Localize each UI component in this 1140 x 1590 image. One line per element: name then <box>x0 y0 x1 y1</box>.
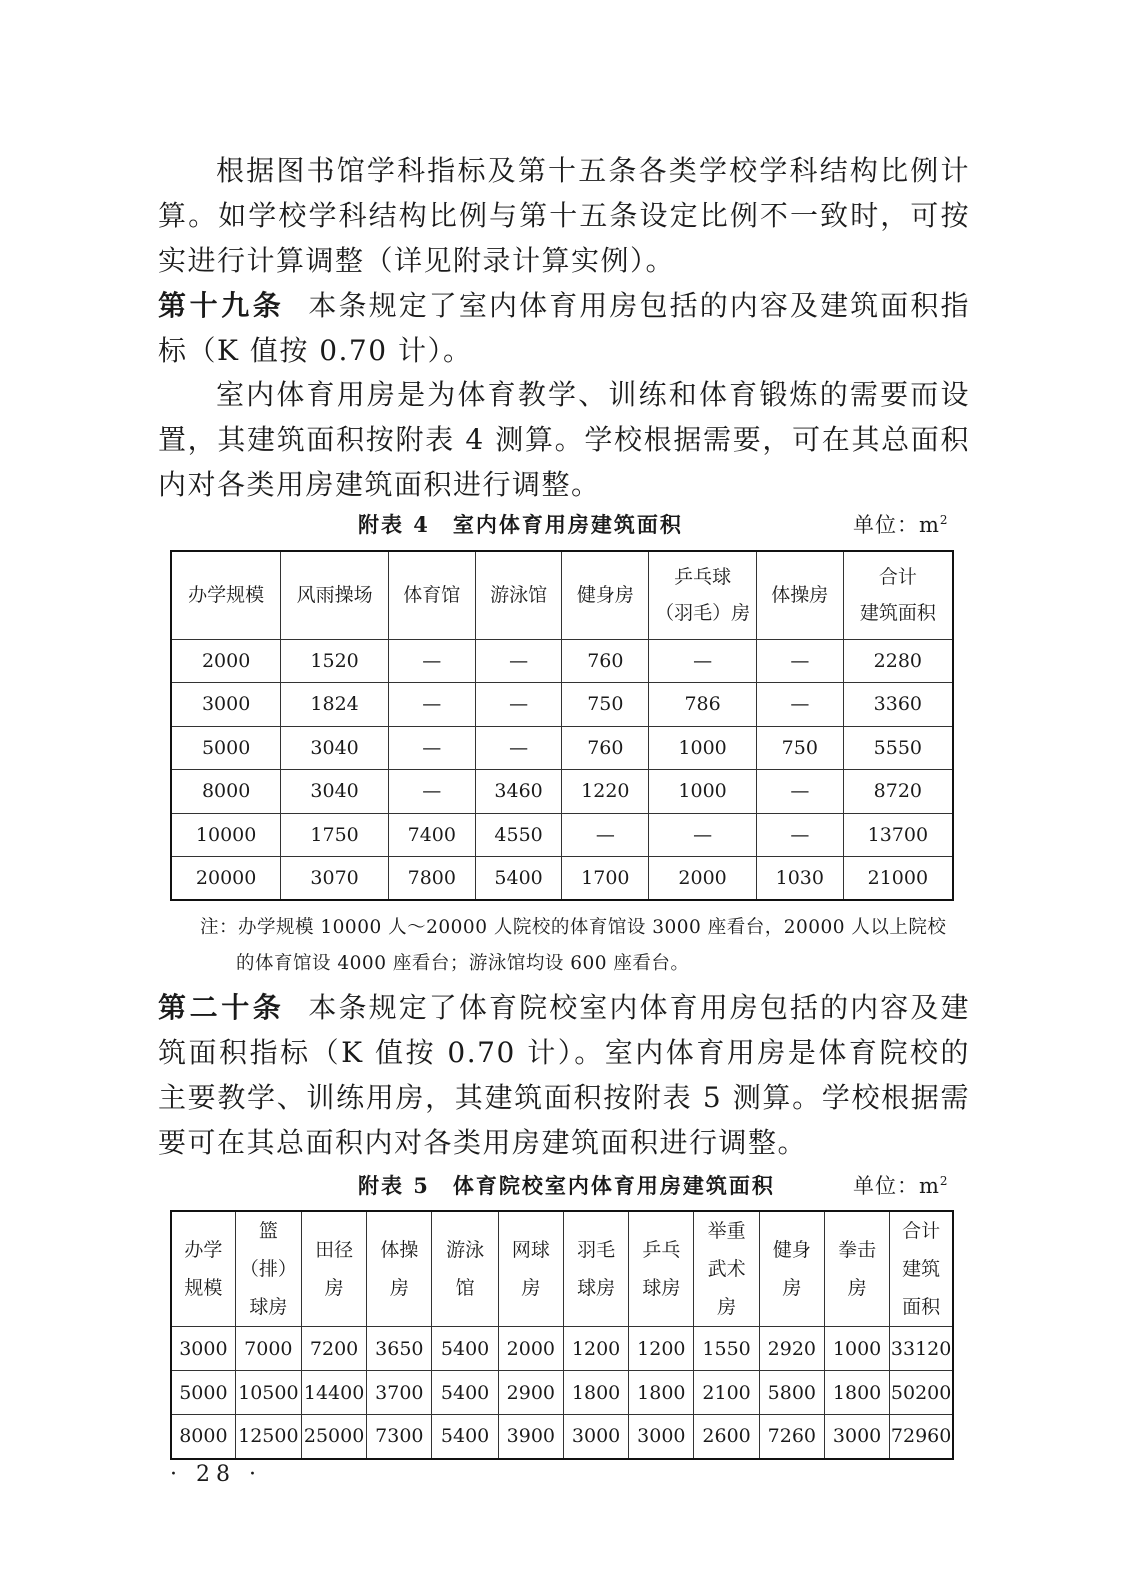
table4-header-cell: 体育馆 <box>388 551 475 639</box>
table4-row <box>171 683 953 727</box>
table4-row <box>171 770 953 814</box>
table4-cell: 1030 <box>756 857 843 901</box>
table4-cell: 3460 <box>475 770 562 814</box>
table4-cell: 3070 <box>281 857 389 901</box>
table5-cell: 5800 <box>759 1371 824 1415</box>
table4-cell: 5400 <box>475 857 562 901</box>
table5-caption: 附表 5 体育院校室内体育用房建筑面积 <box>358 1173 775 1198</box>
table4-cell: 20000 <box>171 857 281 901</box>
table4-cell: 21000 <box>843 857 953 901</box>
table5-cell: 3700 <box>367 1371 432 1415</box>
table5 <box>170 1210 954 1460</box>
table5-cell: 3000 <box>629 1415 694 1459</box>
table4-cell: 8000 <box>171 770 281 814</box>
table5-header-cell: 举重 武术 房 <box>694 1211 759 1327</box>
table4-row <box>171 813 953 857</box>
table5-cell: 3900 <box>498 1415 563 1459</box>
table4-cell: 13700 <box>843 813 953 857</box>
article-20 <box>158 985 970 1165</box>
table4-cell: 7800 <box>388 857 475 901</box>
table5-unit: 单位：$m^2$ <box>853 1174 949 1198</box>
table5-cell: 2920 <box>759 1327 824 1371</box>
table4-row <box>171 726 953 770</box>
table4-cell: — <box>475 683 562 727</box>
table4-cell: 3360 <box>843 683 953 727</box>
table5-cell: 5400 <box>432 1327 498 1371</box>
table5-cell: 1200 <box>629 1327 694 1371</box>
table5-row <box>171 1327 953 1371</box>
table4-cell: 3040 <box>281 770 389 814</box>
table5-cell: 3650 <box>367 1327 432 1371</box>
table4-header-cell: 风雨操场 <box>281 551 389 639</box>
table4-row <box>171 639 953 683</box>
table5-header-cell: 网球 房 <box>498 1211 563 1327</box>
table5-cell: 7300 <box>367 1415 432 1459</box>
table5-header-cell: 羽毛 球房 <box>563 1211 628 1327</box>
table5-cell: 1800 <box>824 1371 889 1415</box>
table5-cell: 7260 <box>759 1415 824 1459</box>
table5-header-cell: 健身 房 <box>759 1211 824 1327</box>
table4-header-row <box>171 551 953 639</box>
table4-cell: — <box>756 683 843 727</box>
table5-cell: 5000 <box>171 1371 235 1415</box>
article-20-text: 本条规定了体育院校室内体育用房包括的内容及建筑面积指标（K 值按 0.70 计）。室内体育用房是体育院校的主要教学、训练用房，其建筑面积按附表 5 测算。学校根据需要可在其总面积内对各类用房建筑面积进行调整。 <box>158 991 970 1159</box>
table5-header-cell: 体操 房 <box>367 1211 432 1327</box>
table4-cell: 1520 <box>281 639 389 683</box>
table4 <box>170 550 954 901</box>
table4-header-cell: 体操房 <box>756 551 843 639</box>
table5-header-cell: 合计 建筑 面积 <box>890 1211 953 1327</box>
table4-caption: 附表 4 室内体育用房建筑面积 <box>358 512 683 537</box>
table5-cell: 1200 <box>563 1327 628 1371</box>
table4-cell: 1000 <box>649 726 757 770</box>
table4-cell: — <box>388 683 475 727</box>
table5-cell: 1800 <box>563 1371 628 1415</box>
table4-cell: 8720 <box>843 770 953 814</box>
table4-cell: — <box>388 726 475 770</box>
table4-cell: 2280 <box>843 639 953 683</box>
table4-header-cell: 办学规模 <box>171 551 281 639</box>
table5-cell: 14400 <box>301 1371 366 1415</box>
table5-cell: 25000 <box>301 1415 366 1459</box>
table4-cell: 3000 <box>171 683 281 727</box>
table5-cell: 33120 <box>890 1327 953 1371</box>
table4-cell: 2000 <box>171 639 281 683</box>
table4-cell: 5550 <box>843 726 953 770</box>
table5-header-cell: 篮（排） 球房 <box>235 1211 301 1327</box>
table4-cell: 4550 <box>475 813 562 857</box>
table5-cell: 7000 <box>235 1327 301 1371</box>
table5-header-cell: 田径 房 <box>301 1211 366 1327</box>
table4-cell: 760 <box>562 726 649 770</box>
table5-cell: 3000 <box>171 1327 235 1371</box>
table5-cell: 50200 <box>890 1371 953 1415</box>
table4-cell: 1700 <box>562 857 649 901</box>
table5-cell: 2000 <box>498 1327 563 1371</box>
table4-header-cell: 健身房 <box>562 551 649 639</box>
table5-cell: 3000 <box>563 1415 628 1459</box>
table5-header-row <box>171 1211 953 1327</box>
table4-cell: — <box>649 813 757 857</box>
table4-cell: 5000 <box>171 726 281 770</box>
article-19-label: 第十九条 <box>158 289 285 322</box>
table4-cell: 10000 <box>171 813 281 857</box>
paragraph-indoor-sports: 室内体育用房是为体育教学、训练和体育锻炼的需要而设置，其建筑面积按附表 4 测算。学校根据需要，可在其总面积内对各类用房建筑面积进行调整。 <box>158 378 970 501</box>
table4-cell: — <box>756 770 843 814</box>
table4-header-cell: 游泳馆 <box>475 551 562 639</box>
table4-unit: 单位：$m^2$ <box>853 513 949 537</box>
page-number: · 28 · <box>170 1462 262 1487</box>
article-19-text: 本条规定了室内体育用房包括的内容及建筑面积指标（K 值按 0.70 计）。 <box>158 289 970 367</box>
article-19 <box>158 283 970 373</box>
table5-cell: 2900 <box>498 1371 563 1415</box>
table4-cell: 1000 <box>649 770 757 814</box>
table5-cell: 2600 <box>694 1415 759 1459</box>
table5-row <box>171 1371 953 1415</box>
paragraph-library-calc: 根据图书馆学科指标及第十五条各类学校学科结构比例计算。如学校学科结构比例与第十五条设定比例不一致时，可按实进行计算调整（详见附录计算实例）。 <box>158 154 970 277</box>
table5-cell: 5400 <box>432 1371 498 1415</box>
table5-cell: 3000 <box>824 1415 889 1459</box>
table4-cell: 750 <box>756 726 843 770</box>
table5-cell: 72960 <box>890 1415 953 1459</box>
table4-cell: 2000 <box>649 857 757 901</box>
table4-cell: 760 <box>562 639 649 683</box>
table5-cell: 7200 <box>301 1327 366 1371</box>
table4-header-cell: 合计 建筑面积 <box>843 551 953 639</box>
table4-note <box>200 910 970 982</box>
table4-cell: — <box>756 639 843 683</box>
table4-row <box>171 857 953 901</box>
table4-cell: — <box>756 813 843 857</box>
table5-cell: 5400 <box>432 1415 498 1459</box>
table4-cell: — <box>388 770 475 814</box>
table4-cell: — <box>475 639 562 683</box>
table4-cell: 3040 <box>281 726 389 770</box>
table5-cell: 10500 <box>235 1371 301 1415</box>
table5-header-cell: 拳击 房 <box>824 1211 889 1327</box>
table5-cell: 1800 <box>629 1371 694 1415</box>
table5-cell: 2100 <box>694 1371 759 1415</box>
table4-cell: 1220 <box>562 770 649 814</box>
table5-cell: 1000 <box>824 1327 889 1371</box>
table4-cell: 750 <box>562 683 649 727</box>
table5-header-cell: 乒乓 球房 <box>629 1211 694 1327</box>
table4-cell: 1750 <box>281 813 389 857</box>
table4-cell: — <box>562 813 649 857</box>
table5-cell: 1550 <box>694 1327 759 1371</box>
table5-cell: 12500 <box>235 1415 301 1459</box>
table5-header-cell: 游泳 馆 <box>432 1211 498 1327</box>
table4-note-line2: 的体育馆设 4000 座看台；游泳馆均设 600 座看台。 <box>236 953 690 974</box>
table5-header-cell: 办学 规模 <box>171 1211 235 1327</box>
table4-cell: 1824 <box>281 683 389 727</box>
table4-cell: — <box>475 726 562 770</box>
table5-cell: 8000 <box>171 1415 235 1459</box>
table4-cell: — <box>388 639 475 683</box>
table4-note-line1: 注：办学规模 10000 人～20000 人院校的体育馆设 3000 座看台，20000 人以上院校 <box>200 917 947 938</box>
table4-cell: 7400 <box>388 813 475 857</box>
table4-cell: — <box>649 639 757 683</box>
table4-cell: 786 <box>649 683 757 727</box>
article-20-label: 第二十条 <box>158 991 285 1024</box>
table4-header-cell: 乒乓球 （羽毛）房 <box>649 551 757 639</box>
table5-row <box>171 1415 953 1459</box>
